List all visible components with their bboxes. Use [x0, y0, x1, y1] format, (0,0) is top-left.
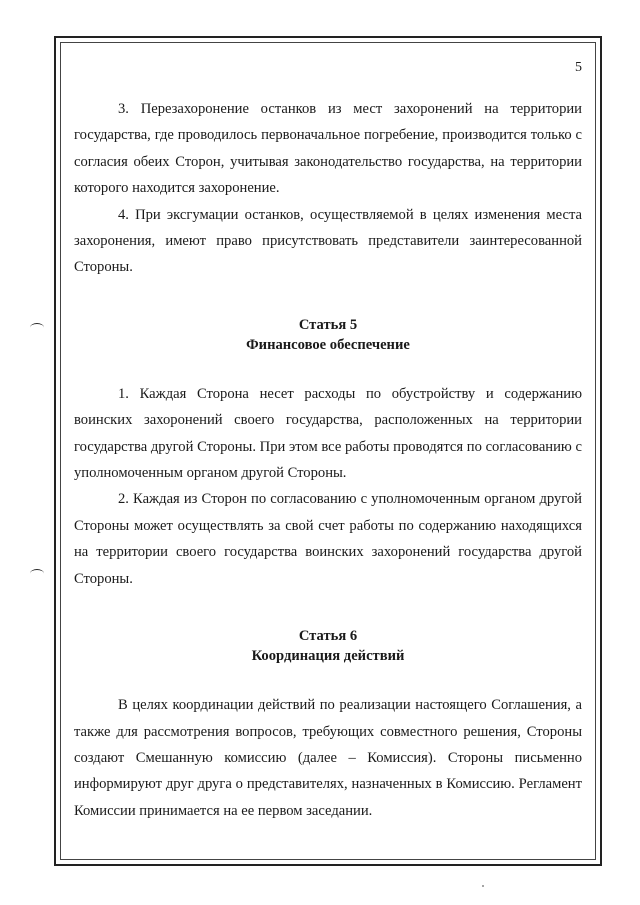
margin-punch-mark: [30, 569, 44, 578]
article-5-number: Статья 5: [298, 316, 358, 333]
article-6-paragraph-1: В целях координации действий по реализации настоящего Соглашения, а также для рассмотрения вопросов, требующих совместного решения, Стороны создают Смешанную комиссию (далее – Комиссия). Стороны письменно информируют друг друга о представителях, назначенных в Комиссию. Регламент Комиссии принимается на ее первом заседании.: [74, 697, 582, 819]
article-6-heading: [74, 626, 582, 666]
article-5-heading: [74, 315, 582, 355]
page-number: 5: [575, 60, 582, 75]
document-body: [74, 96, 582, 824]
margin-punch-mark: [30, 323, 44, 332]
paragraph-4: 4. При эксгумации останков, осуществляемой в целях изменения места захоронения, имеют право присутствовать представители заинтересованной Стороны.: [74, 206, 582, 276]
article-5-paragraph-1: 1. Каждая Сторона несет расходы по обустройству и содержанию воинских захоронений своего государства, расположенных на территории государства другой Стороны. При этом все работы проводятся по согласованию с уполномоченным органом другой Стороны.: [74, 385, 582, 482]
article-6-number: Статья 6: [298, 628, 358, 645]
article-5-title: Финансовое обеспечение: [246, 336, 410, 353]
paragraph-3: 3. Перезахоронение останков из мест захоронений на территории государства, где проводилось первоначальное погребение, производится только с согласия обеих Сторон, учитывая законодательство государства, на территории которого находится захоронение.: [74, 101, 582, 197]
article-6-title: Координация действий: [251, 648, 405, 665]
scan-speck: [482, 885, 484, 887]
article-5-paragraph-2: 2. Каждая из Сторон по согласованию с уполномоченным органом другой Стороны может осуществлять за свой счет работы по содержанию находящихся на территории своего государства воинских захоронений государства другой Стороны.: [74, 491, 582, 587]
